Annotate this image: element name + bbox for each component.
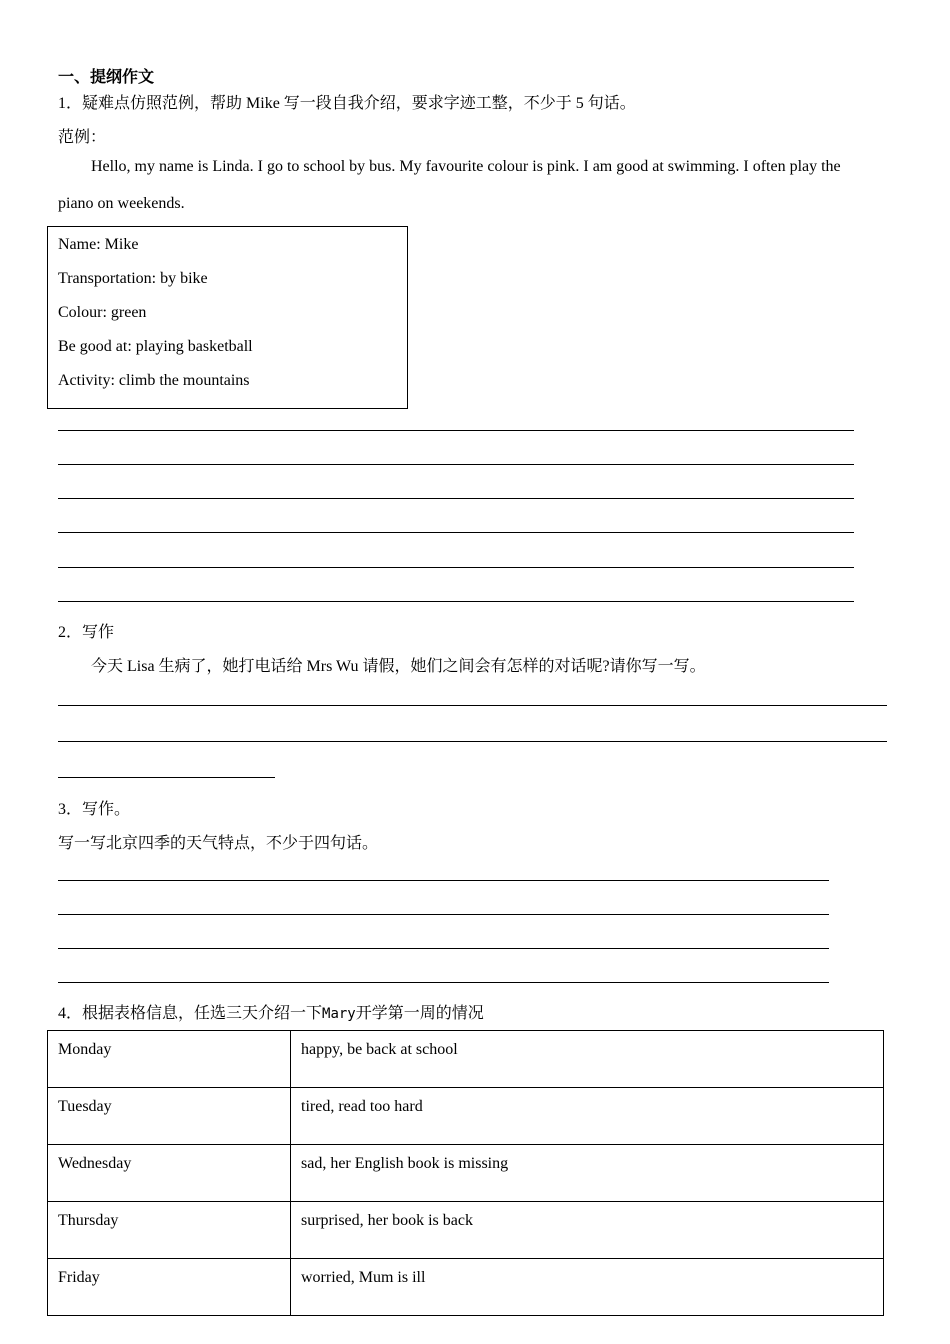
q1-answer-line[interactable] xyxy=(58,464,854,465)
info-transportation: Transportation: by bike xyxy=(58,270,208,287)
day-cell: Wednesday xyxy=(48,1145,291,1202)
table-row xyxy=(48,1202,884,1259)
q3-answer-line[interactable] xyxy=(58,914,829,915)
q4-title xyxy=(58,1000,484,1023)
table-row xyxy=(48,1145,884,1202)
info-activity: Activity: climb the mountains xyxy=(58,372,250,389)
q1-example-line-1: Hello, my name is Linda. I go to school by bus. My favourite colour is pink. I am good at swimming. I often play the xyxy=(91,158,841,175)
desc-cell: surprised, her book is back xyxy=(291,1202,884,1259)
q2-answer-line[interactable] xyxy=(58,741,887,742)
desc-cell: worried, Mum is ill xyxy=(291,1259,884,1316)
q3-answer-line[interactable] xyxy=(58,982,829,983)
desc-cell: tired, read too hard xyxy=(291,1088,884,1145)
q1-example-line-2: piano on weekends. xyxy=(58,195,185,212)
q4-title-name: Mary xyxy=(322,1006,356,1022)
q1-answer-line[interactable] xyxy=(58,601,854,602)
day-cell: Tuesday xyxy=(48,1088,291,1145)
desc-cell: happy, be back at school xyxy=(291,1031,884,1088)
q1-answer-line[interactable] xyxy=(58,567,854,568)
q3-prompt: 写一写北京四季的天气特点，不少于四句话。 xyxy=(58,835,379,852)
q4-title-prefix: 4．根据表格信息，任选三天介绍一下 xyxy=(58,1005,323,1022)
q1-answer-line[interactable] xyxy=(58,430,854,431)
q1-prompt-text: 疑难点仿照范例，帮助 Mike 写一段自我介绍，要求字迹工整，不少于 5 句话。 xyxy=(82,95,636,112)
q2-answer-line[interactable] xyxy=(58,777,275,778)
day-cell: Thursday xyxy=(48,1202,291,1259)
info-colour: Colour: green xyxy=(58,304,147,321)
desc-cell: sad, her English book is missing xyxy=(291,1145,884,1202)
table-row xyxy=(48,1031,884,1088)
q3-answer-line[interactable] xyxy=(58,948,829,949)
q3-title: 3．写作。 xyxy=(58,801,131,818)
q3-answer-line[interactable] xyxy=(58,880,829,881)
table-row xyxy=(48,1088,884,1145)
q4-week-table xyxy=(47,1030,884,1316)
q1-number: 1． xyxy=(58,95,83,112)
q2-title: 2．写作 xyxy=(58,624,115,641)
day-cell: Monday xyxy=(48,1031,291,1088)
info-good-at: Be good at: playing basketball xyxy=(58,338,253,355)
q1-prompt xyxy=(58,90,636,113)
q1-example-label: 范例： xyxy=(58,129,107,146)
q1-answer-line[interactable] xyxy=(58,498,854,499)
section-title: 一、提纲作文 xyxy=(58,69,155,86)
q2-answer-line[interactable] xyxy=(58,705,887,706)
info-name: Name: Mike xyxy=(58,236,139,253)
q1-answer-line[interactable] xyxy=(58,532,854,533)
day-cell: Friday xyxy=(48,1259,291,1316)
q4-title-suffix: 开学第一周的情况 xyxy=(355,1005,484,1022)
q1-info-box xyxy=(47,226,408,409)
q2-prompt: 今天 Lisa 生病了，她打电话给 Mrs Wu 请假，她们之间会有怎样的对话呢?请你写一写。 xyxy=(91,658,706,675)
table-row xyxy=(48,1259,884,1316)
